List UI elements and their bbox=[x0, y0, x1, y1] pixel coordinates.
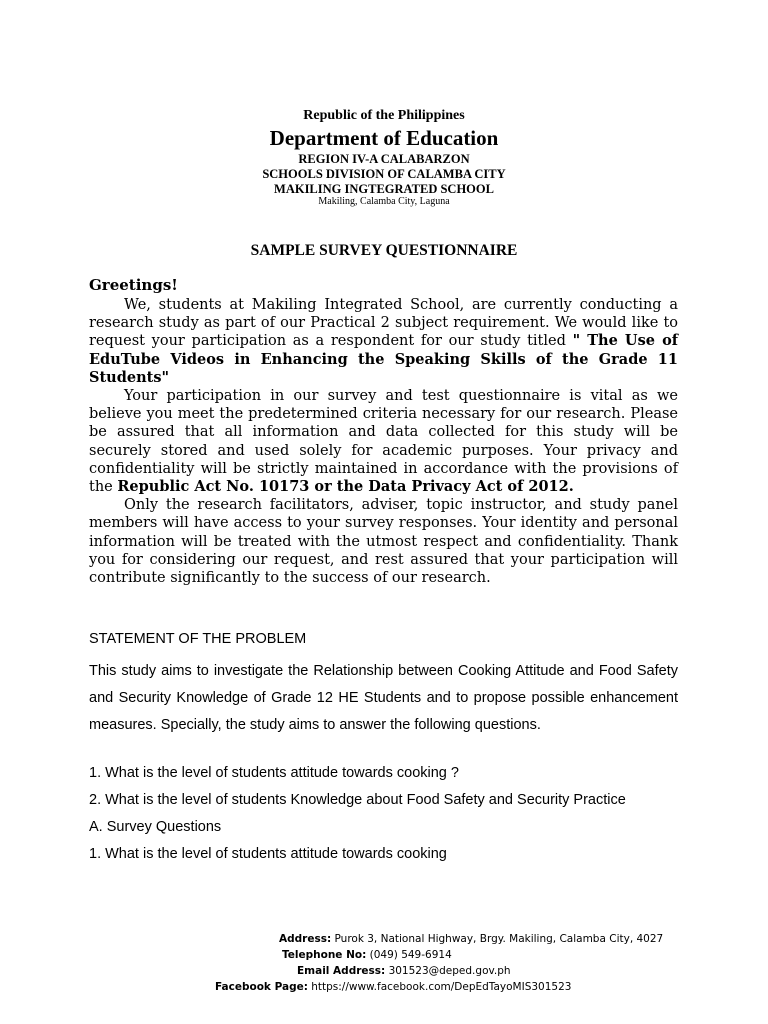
phone-value: (049) 549-6914 bbox=[369, 949, 452, 961]
department-heading: Department of Education bbox=[269, 126, 499, 150]
document-title: SAMPLE SURVEY QUESTIONNAIRE bbox=[250, 242, 518, 259]
greeting: Greetings! bbox=[89, 276, 178, 294]
paragraph-1-text: We, students at Makiling Integrated School, are currently conducting a research study as part of our Practical 2 subject requirement. We would like to request your participation as a respondent for our study titled bbox=[89, 297, 678, 350]
header-lines bbox=[0, 152, 768, 197]
survey-section-a: A. Survey Questions bbox=[89, 819, 222, 835]
facebook-link[interactable]: https://www.facebook.com/DepEdTayoMIS301523 bbox=[311, 981, 572, 993]
paragraph-2-text: Your participation in our survey and test questionnaire is vital as we believe you meet the predetermined criteria necessary for our research. Please be assured that all information and data collected for this study will be securely stored and used solely for academic purposes. Your privacy and confidentiality will be strictly maintained in accordance with the provisions of the bbox=[89, 388, 678, 496]
address-value: Purok 3, National Highway, Brgy. Makiling, Calamba City, 4027 bbox=[334, 933, 664, 945]
facebook-label: Facebook Page: bbox=[215, 981, 308, 993]
footer-address bbox=[279, 931, 663, 947]
statement-heading: STATEMENT OF THE PROBLEM bbox=[89, 631, 307, 647]
statement-text: This study aims to investigate the Relationship between Cooking Attitude and Food Safety and Security Knowledge of Grade 12 HE Students and to propose possible enhancement measures. Specially, the study aims to answer the following questions. bbox=[89, 663, 678, 733]
address-label: Address: bbox=[279, 933, 332, 945]
survey-question-1: 1. What is the level of students attitude towards cooking bbox=[89, 846, 447, 862]
location-line: Makiling, Calamba City, Laguna bbox=[318, 196, 450, 207]
footer-phone bbox=[282, 947, 452, 963]
email-label: Email Address: bbox=[297, 965, 386, 977]
study-title: " The Use of EduTube Videos in Enhancing the Speaking Skills of the Grade 11 Students" bbox=[89, 332, 678, 386]
division-line: SCHOOLS DIVISION OF CALAMBA CITY bbox=[262, 167, 506, 181]
footer-facebook bbox=[215, 979, 571, 995]
data-privacy-act: Republic Act No. 10173 or the Data Privacy Act of 2012. bbox=[117, 478, 574, 496]
region-line: REGION IV-A CALABARZON bbox=[298, 152, 470, 166]
question-2: 2. What is the level of students Knowledge about Food Safety and Security Practice bbox=[89, 792, 626, 808]
phone-label: Telephone No: bbox=[282, 949, 367, 961]
letter-body bbox=[89, 296, 678, 587]
paragraph-2 bbox=[89, 387, 678, 496]
paragraph-1 bbox=[89, 296, 678, 387]
paragraph-3: Only the research facilitators, adviser, topic instructor, and study panel members will have access to your survey responses. Your identity and personal information will be treated with the utmost respect and confidentiality. Thank you for considering our request, and rest assured that your participation will contribute significantly to the success of our research. bbox=[89, 497, 678, 587]
question-1: 1. What is the level of students attitude towards cooking ? bbox=[89, 765, 459, 781]
school-line: MAKILING INGTEGRATED SCHOOL bbox=[274, 182, 494, 196]
email-value: 301523@deped.gov.ph bbox=[388, 965, 511, 977]
footer-email bbox=[297, 963, 511, 979]
republic-heading: Republic of the Philippines bbox=[303, 108, 465, 123]
